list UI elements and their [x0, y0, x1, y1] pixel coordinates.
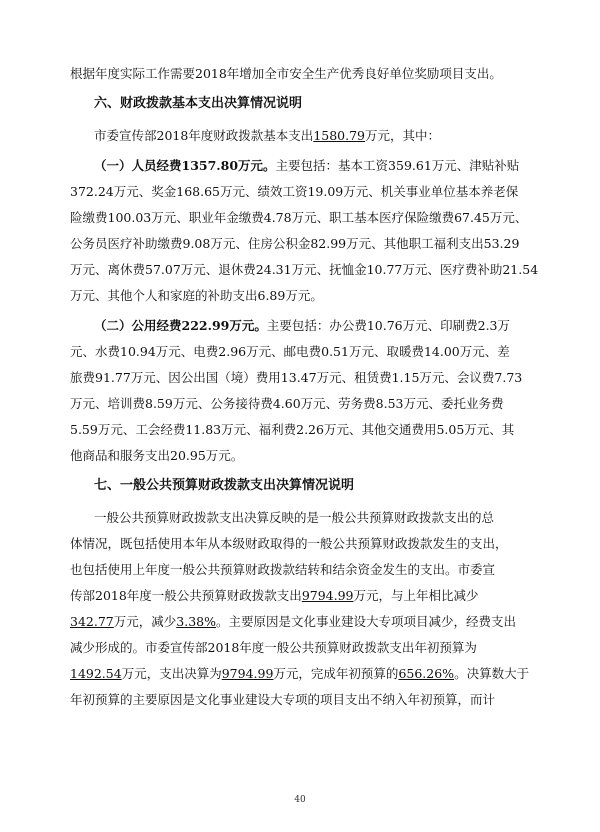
text-line: 5.59万元、工会经费11.83万元、福利费2.26万元、其他交通费用5.05万元、其 — [70, 422, 515, 437]
text-line: 342.77万元，减少3.38%。主要原因是文化事业建设大专项项目减少，经费支出 — [70, 614, 516, 629]
text-line: （二）公用经费222.99万元。主要包括：办公费10.76万元、印刷费2.3万 — [94, 318, 511, 333]
page-number: 40 — [294, 795, 306, 805]
text-line: 万元、其他个人和家庭的补助支出6.89万元。 — [70, 288, 323, 303]
text-line: 一般公共预算财政拨款支出决算反映的是一般公共预算财政拨款支出的总 — [94, 510, 495, 525]
text-line: 万元、离休费57.07万元、退休费24.31万元、抚恤金10.77万元、医疗费补助21.54 — [70, 262, 539, 277]
text-line: 1492.54万元，支出决算为9794.99万元，完成年初预算的656.26%。决算数大于 — [70, 666, 530, 681]
section-heading: 七、一般公共预算财政拨款支出决算情况说明 — [94, 478, 355, 493]
section-heading: 六、财政拨款基本支出决算情况说明 — [94, 96, 303, 111]
text-line: 年初预算的主要原因是文化事业建设大专项的项目支出不纳入年初预算，而计 — [70, 692, 496, 707]
text-line: 372.24万元、奖金168.65万元、绩效工资19.09万元、机关事业单位基本养老保 — [70, 184, 519, 199]
text-line: 传部2018年度一般公共预算财政拨款支出9794.99万元，与上年相比减少 — [70, 588, 479, 603]
text-line: 根据年度实际工作需要2018年增加全市安全生产优秀良好单位奖励项目支出。 — [70, 66, 502, 81]
text-line: （一）人员经费1357.80万元。主要包括：基本工资359.61万元、津贴补贴 — [94, 158, 520, 173]
text-line: 旅费91.77万元、因公出国（境）费用13.47万元、租赁费1.15万元、会议费7.73 — [70, 370, 523, 385]
text-line: 他商品和服务支出20.95万元。 — [70, 448, 244, 463]
text-line: 万元、培训费8.59万元、公务接待费4.60万元、劳务费8.53万元、委托业务费 — [70, 396, 504, 411]
text-line: 减少形成的。市委宣传部2018年度一般公共预算财政拨款支出年初预算为 — [70, 640, 477, 655]
text-line: 市委宣传部2018年度财政拨款基本支出1580.79万元，其中： — [94, 128, 441, 143]
text-line: 公务员医疗补助缴费9.08万元、住房公积金82.99万元、其他职工福利支出53.29 — [70, 236, 520, 251]
text-line: 也包括使用上年度一般公共预算财政拨款结转和结余资金发生的支出。市委宣 — [70, 562, 496, 577]
text-line: 险缴费100.03万元、职业年金缴费4.78万元、职工基本医疗保险缴费67.45万元、 — [70, 210, 528, 225]
text-line: 元、水费10.94万元、电费2.96万元、邮电费0.51万元、取暖费14.00万元、差 — [70, 344, 510, 359]
text-line: 体情况，既包括使用本年从本级财政取得的一般公共预算财政拨款发生的支出， — [70, 536, 508, 551]
